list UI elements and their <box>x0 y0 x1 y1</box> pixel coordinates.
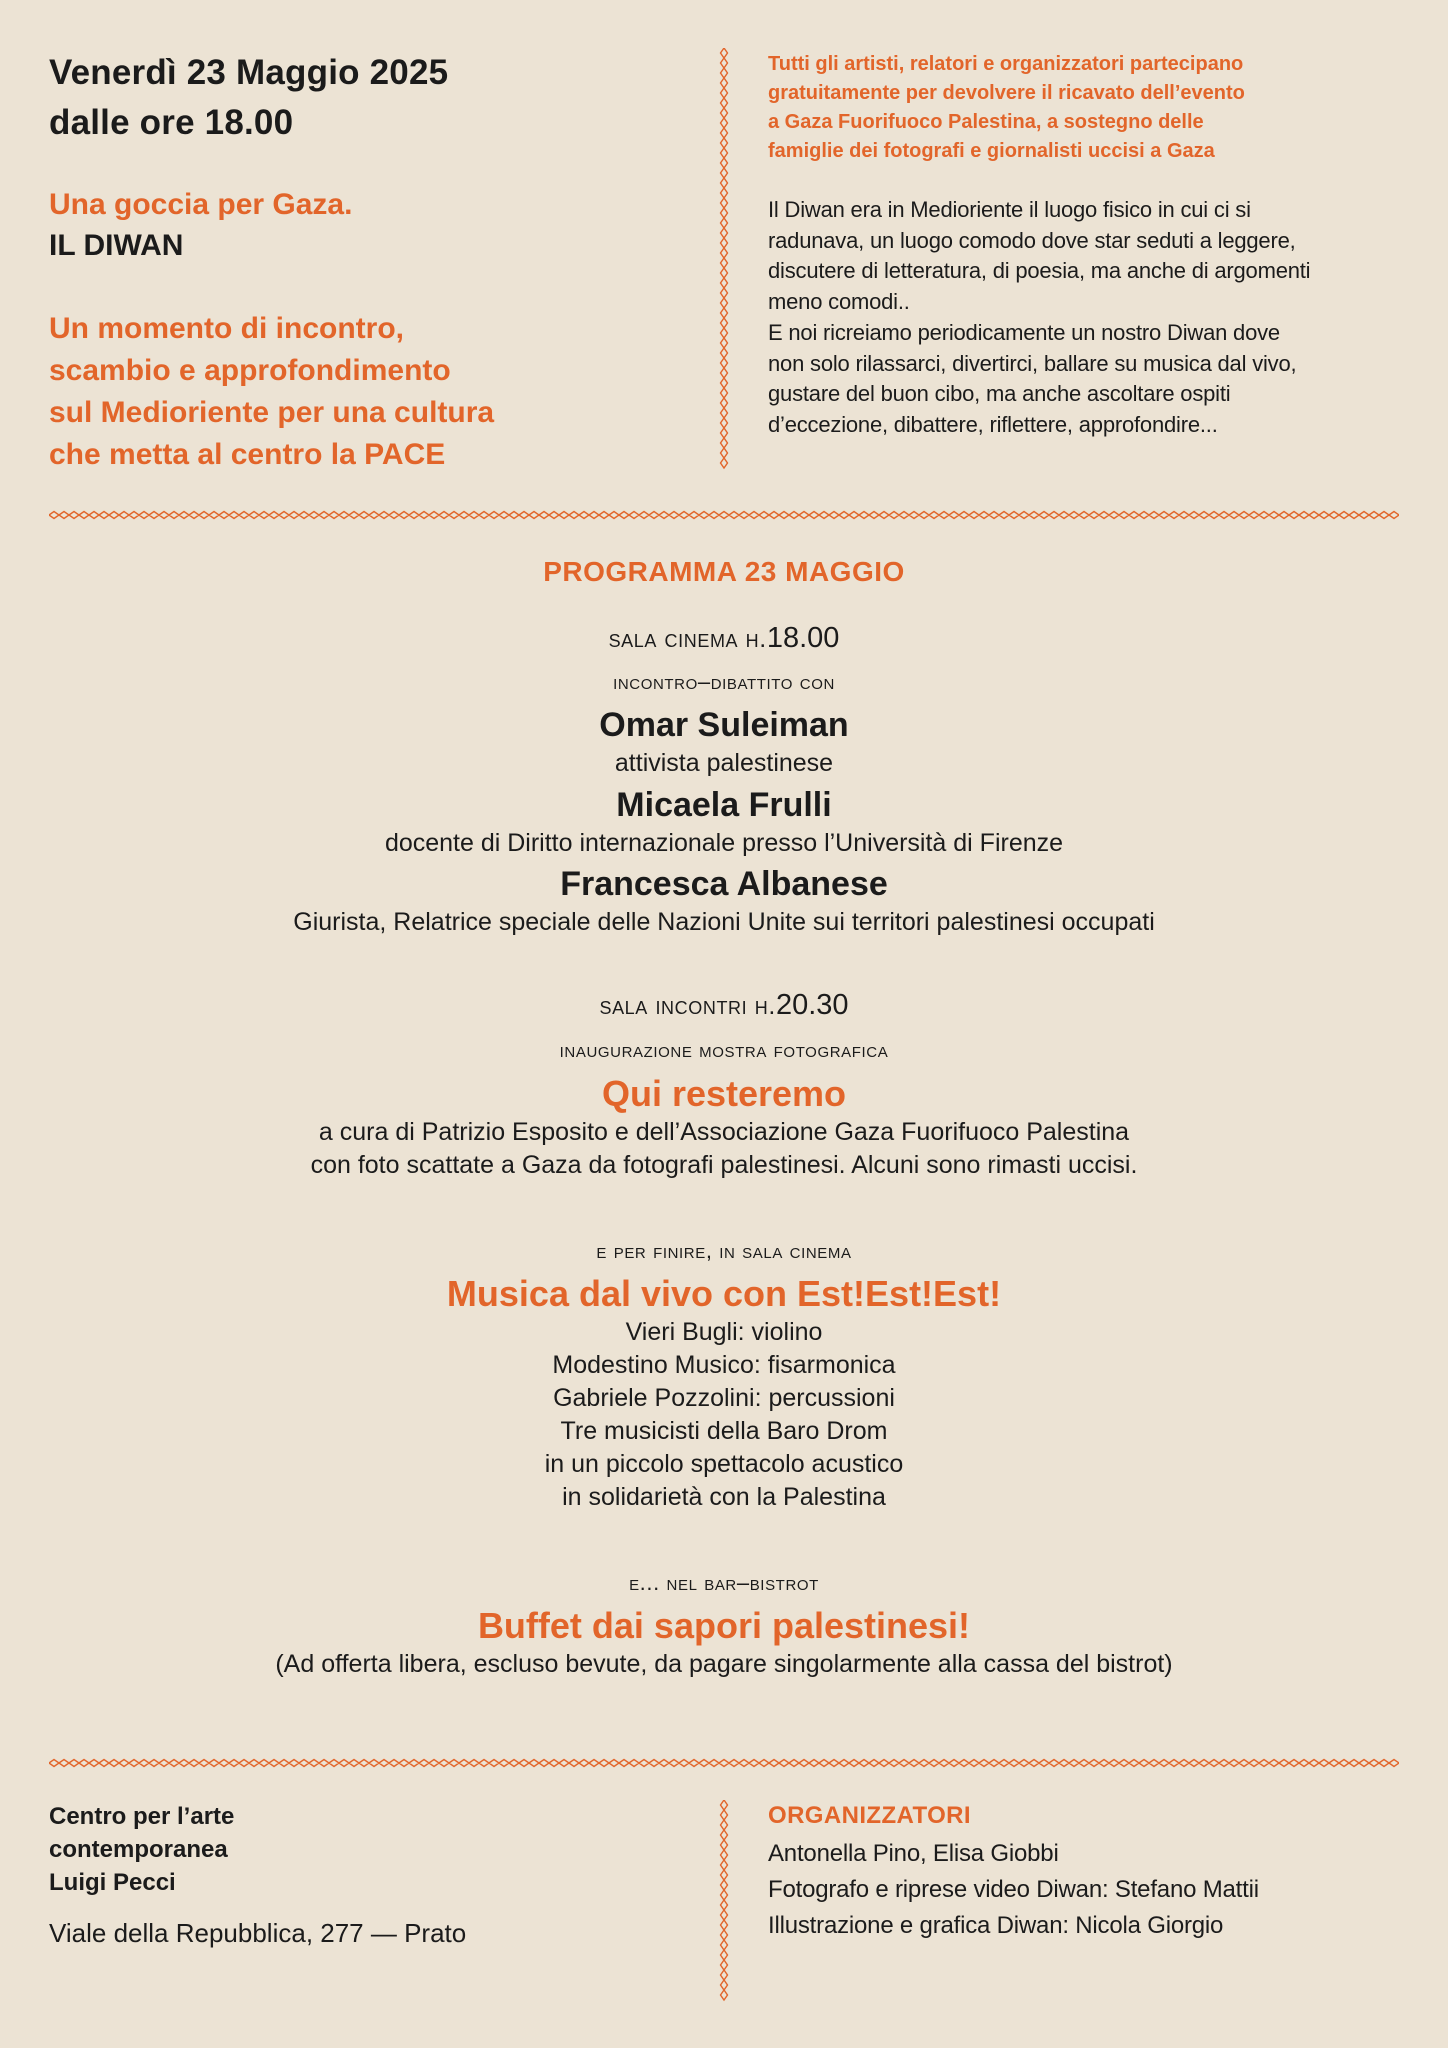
speaker-role: docente di Diritto internazionale presso l’Università di Firenze <box>384 829 1064 857</box>
session-cinema-type: incontro–dibattito con <box>613 669 835 694</box>
organizers-list: Antonella Pino, Elisa Giobbi Fotografo e riprese video Diwan: Stefano Mattii Illustrazione e grafica Diwan: Nicola Giorgio <box>768 1840 1259 1939</box>
venue-name: Centro per l’arte contemporanea Luigi Pecci <box>49 1803 235 1896</box>
speaker-name: Omar Suleiman <box>599 706 849 744</box>
speaker-name: Francesca Albanese <box>560 865 888 903</box>
organizers-title: ORGANIZZATORI <box>768 1802 971 1829</box>
exhibition-title: Qui resteremo <box>601 1073 847 1114</box>
horizontal-divider <box>49 1756 1399 1770</box>
vertical-divider <box>714 48 734 474</box>
donation-note: Tutti gli artisti, relatori e organizzatori partecipano gratuitamente per devolvere il ricavato dell’evento a Gaza Fuorifuoco Palestina, a sostegno delle famiglie dei fotografi e giornalisti uccisi a Gaza <box>768 53 1245 162</box>
event-title: Una goccia per Gaza. <box>49 188 353 221</box>
program-title: PROGRAMMA 23 MAGGIO <box>543 556 905 587</box>
buffet-note: (Ad offerta libera, escluso bevute, da pagare singolarmente alla cassa del bistrot) <box>275 1650 1173 1678</box>
session-incontri-time: sala incontri h.20.30 <box>599 989 849 1021</box>
vertical-divider <box>714 1800 734 2002</box>
music-description: in solidarietà con la Palestina <box>562 1483 886 1511</box>
buffet-intro: e... nel bar–bistrot <box>629 1570 819 1595</box>
session-incontri-type: inaugurazione mostra fotografica <box>559 1037 889 1062</box>
music-intro: e per finire, in sala cinema <box>596 1238 852 1263</box>
buffet-title: Buffet dai sapori palestinesi! <box>477 1605 971 1646</box>
exhibition-description: con foto scattate a Gaza da fotografi palestinesi. Alcuni sono rimasti uccisi. <box>310 1151 1138 1179</box>
speaker-role: attivista palestinese <box>614 749 834 777</box>
music-description: in un piccolo spettacolo acustico <box>544 1450 904 1478</box>
session-cinema-time: sala cinema h.18.00 <box>608 622 840 654</box>
musician-line: Gabriele Pozzolini: percussioni <box>553 1384 895 1412</box>
event-subtitle: IL DIWAN <box>49 229 184 262</box>
venue-address: Viale della Repubblica, 277 — Prato <box>49 1918 467 1948</box>
diwan-description: Il Diwan era in Medioriente il luogo fisico in cui ci si radunava, un luogo comodo dove star seduti a leggere, discutere di letteratura, di poesia, ma anche di argomenti meno comodi.. E noi ricreiamo periodicamente un nostro Diwan dove non solo rilassarci, divertirci, ballare su musica dal vivo, gustare del buon cibo, ma anche ascoltare ospiti d’eccezione, dibattere, riflettere, approfondire... <box>768 197 1311 437</box>
musician-line: Modestino Musico: fisarmonica <box>552 1351 896 1379</box>
music-title: Musica dal vivo con Est!Est!Est! <box>446 1273 1002 1314</box>
event-tagline: Un momento di incontro, scambio e approfondimento sul Medioriente per una cultura che metta al centro la PACE <box>49 312 495 471</box>
horizontal-divider <box>49 508 1399 522</box>
music-description: Tre musicisti della Baro Drom <box>560 1417 888 1445</box>
event-date: Venerdì 23 Maggio 2025 dalle ore 18.00 <box>49 53 449 142</box>
speaker-role: Giurista, Relatrice speciale delle Nazioni Unite sui territori palestinesi occupati <box>293 908 1155 936</box>
musician-line: Vieri Bugli: violino <box>625 1318 823 1346</box>
exhibition-curators: a cura di Patrizio Esposito e dell’Associazione Gaza Fuorifuoco Palestina <box>318 1118 1130 1146</box>
speaker-name: Micaela Frulli <box>616 786 832 824</box>
